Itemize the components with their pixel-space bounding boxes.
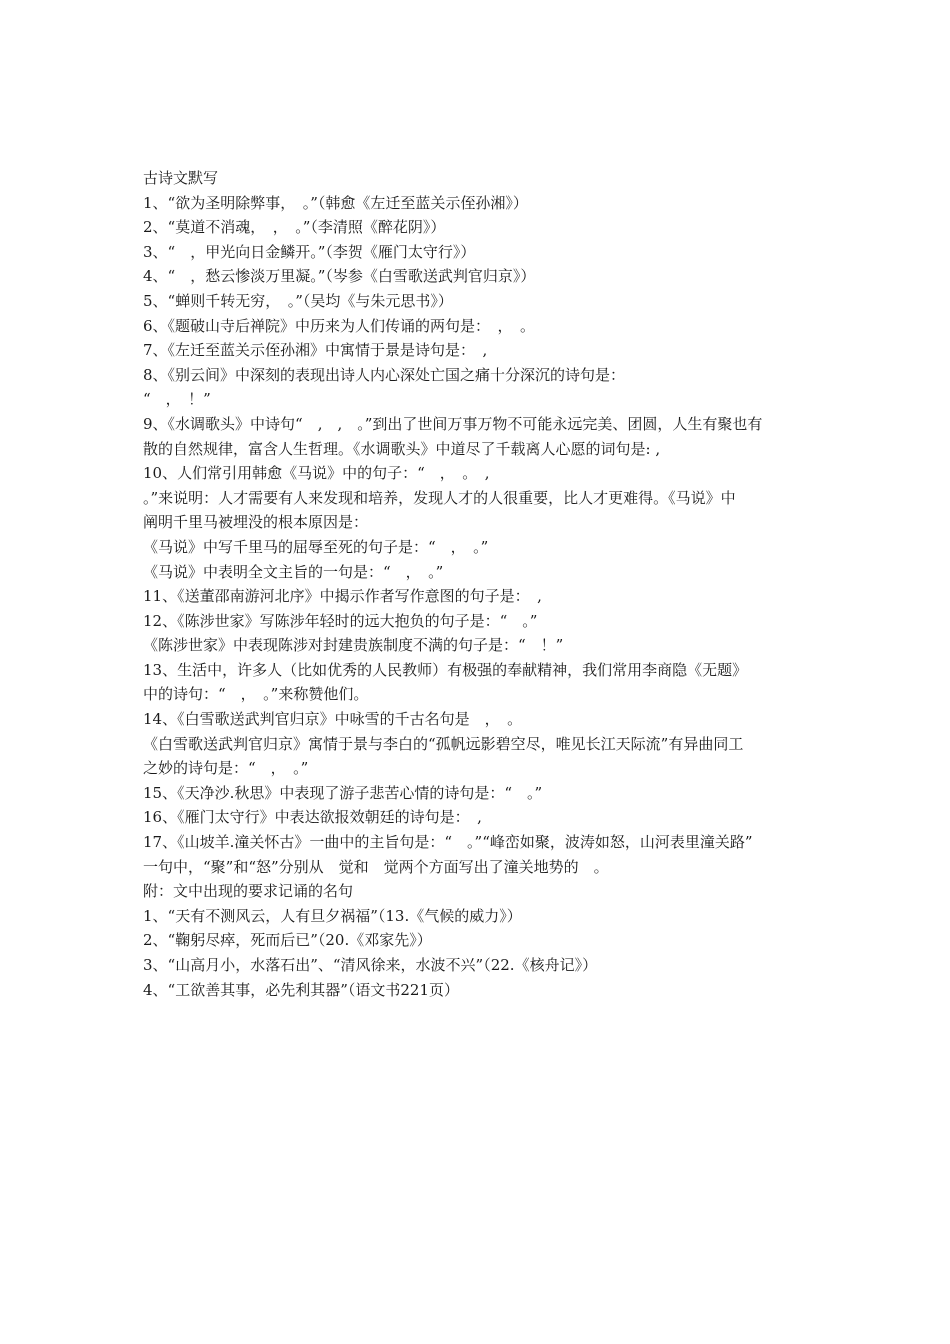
question-line-14-cont: 之妙的诗句是：“ ， 。” — [143, 759, 309, 778]
question-line-4: 4、“ ，愁云惨淡万里凝。”（岑参《白雪歌送武判官归京》） — [143, 267, 536, 286]
question-line-9: 9、《水调歌头》中诗句“ , , 。”到出了世间万事万物不可能永远完美、团圆，人生有聚也有 — [143, 414, 763, 433]
question-line-14-sub: 《白雪歌送武判官归京》寓情于景与李白的“孤帆远影碧空尽，唯见长江天际流”有异曲同工 — [143, 734, 744, 753]
question-line-3: 3、“ ，甲光向日金鳞开。”（李贺《雁门太守行》） — [143, 242, 476, 261]
question-line-8-answer: “ ， ！” — [143, 390, 211, 409]
question-line-17-cont: 一句中，“聚”和“怒”分别从 觉和 觉两个方面写出了潼关地势的 。 — [143, 857, 609, 876]
document-title: 古诗文默写 — [143, 169, 219, 187]
question-line-6: 6、《题破山寺后禅院》中历来为人们传诵的两句是： ， 。 — [143, 316, 536, 335]
question-line-9-cont: 散的自然规律，富含人生哲理。《水调歌头》中道尽了千载离人心愿的词句是: , — [143, 439, 661, 458]
question-line-10-cont: 。”来说明：人才需要有人来发现和培养，发现人才的人很重要，比人才更难得。《马说》中 — [143, 488, 736, 507]
question-line-10-cont2: 阐明千里马被埋没的根本原因是： — [143, 513, 369, 532]
question-line-11: 11、《送董邵南游河北序》中揭示作者写作意图的句子是： , — [143, 587, 542, 606]
question-line-16: 16、《雁门太守行》中表达欲报效朝廷的诗句是： , — [143, 808, 482, 827]
question-line-10-sub2: 《马说》中表明全文主旨的一句是：“ ， 。” — [143, 562, 444, 581]
appendix-heading: 附：文中出现的要求记诵的名句 — [143, 882, 354, 901]
question-line-12-sub: 《陈涉世家》中表现陈涉对封建贵族制度不满的句子是：“ ！” — [143, 636, 564, 655]
appendix-item-3: 3、“山高月小，水落石出”、“清风徐来，水波不兴”（22.《核舟记》） — [143, 956, 598, 974]
question-line-15: 15、《天净沙.秋思》中表现了游子悲苦心情的诗句是：“ 。” — [143, 783, 543, 802]
document-page — [143, 166, 815, 1002]
question-line-12: 12、《陈涉世家》写陈涉年轻时的远大抱负的句子是：“ 。” — [143, 611, 538, 630]
question-line-13: 13、生活中，许多人（比如优秀的人民教师）有极强的奉献精神，我们常用李商隐《无题》 — [143, 660, 748, 679]
question-line-8: 8、《别云间》中深刻的表现出诗人内心深处亡国之痛十分深沉的诗句是： — [143, 365, 626, 384]
question-line-13-cont: 中的诗句：“ ， 。”来称赞他们。 — [143, 685, 369, 704]
question-line-17: 17、《山坡羊.潼关怀古》一曲中的主旨句是：“ 。”“峰峦如聚，波涛如怒，山河表里潼关路” — [143, 833, 753, 852]
appendix-item-4: 4、“工欲善其事，必先利其器”（语文书221页） — [143, 980, 460, 999]
question-line-1: 1、“欲为圣明除弊事， 。”（韩愈《左迁至蓝关示侄孙湘》） — [143, 193, 528, 212]
question-line-10-sub1: 《马说》中写千里马的屈辱至死的句子是：“ ， 。” — [143, 537, 489, 556]
question-line-10: 10、人们常引用韩愈《马说》中的句子：“ ， 。 , — [143, 464, 490, 483]
question-line-7: 7、《左迁至蓝关示侄孙湘》中寓情于景是诗句是： , — [143, 341, 488, 360]
question-line-14: 14、《白雪歌送武判官归京》中咏雪的千古名句是 ， 。 — [143, 710, 523, 729]
question-line-2: 2、“莫道不消魂， ， 。”（李清照《醉花阴》） — [143, 218, 446, 237]
question-line-5: 5、“蝉则千转无穷， 。”（吴均《与朱元思书》） — [143, 291, 453, 310]
appendix-item-1: 1、“天有不测风云，人有旦夕祸福”（13.《气候的威力》） — [143, 906, 522, 925]
appendix-item-2: 2、“鞠躬尽瘁，死而后已”（20.《邓家先》） — [143, 931, 432, 950]
